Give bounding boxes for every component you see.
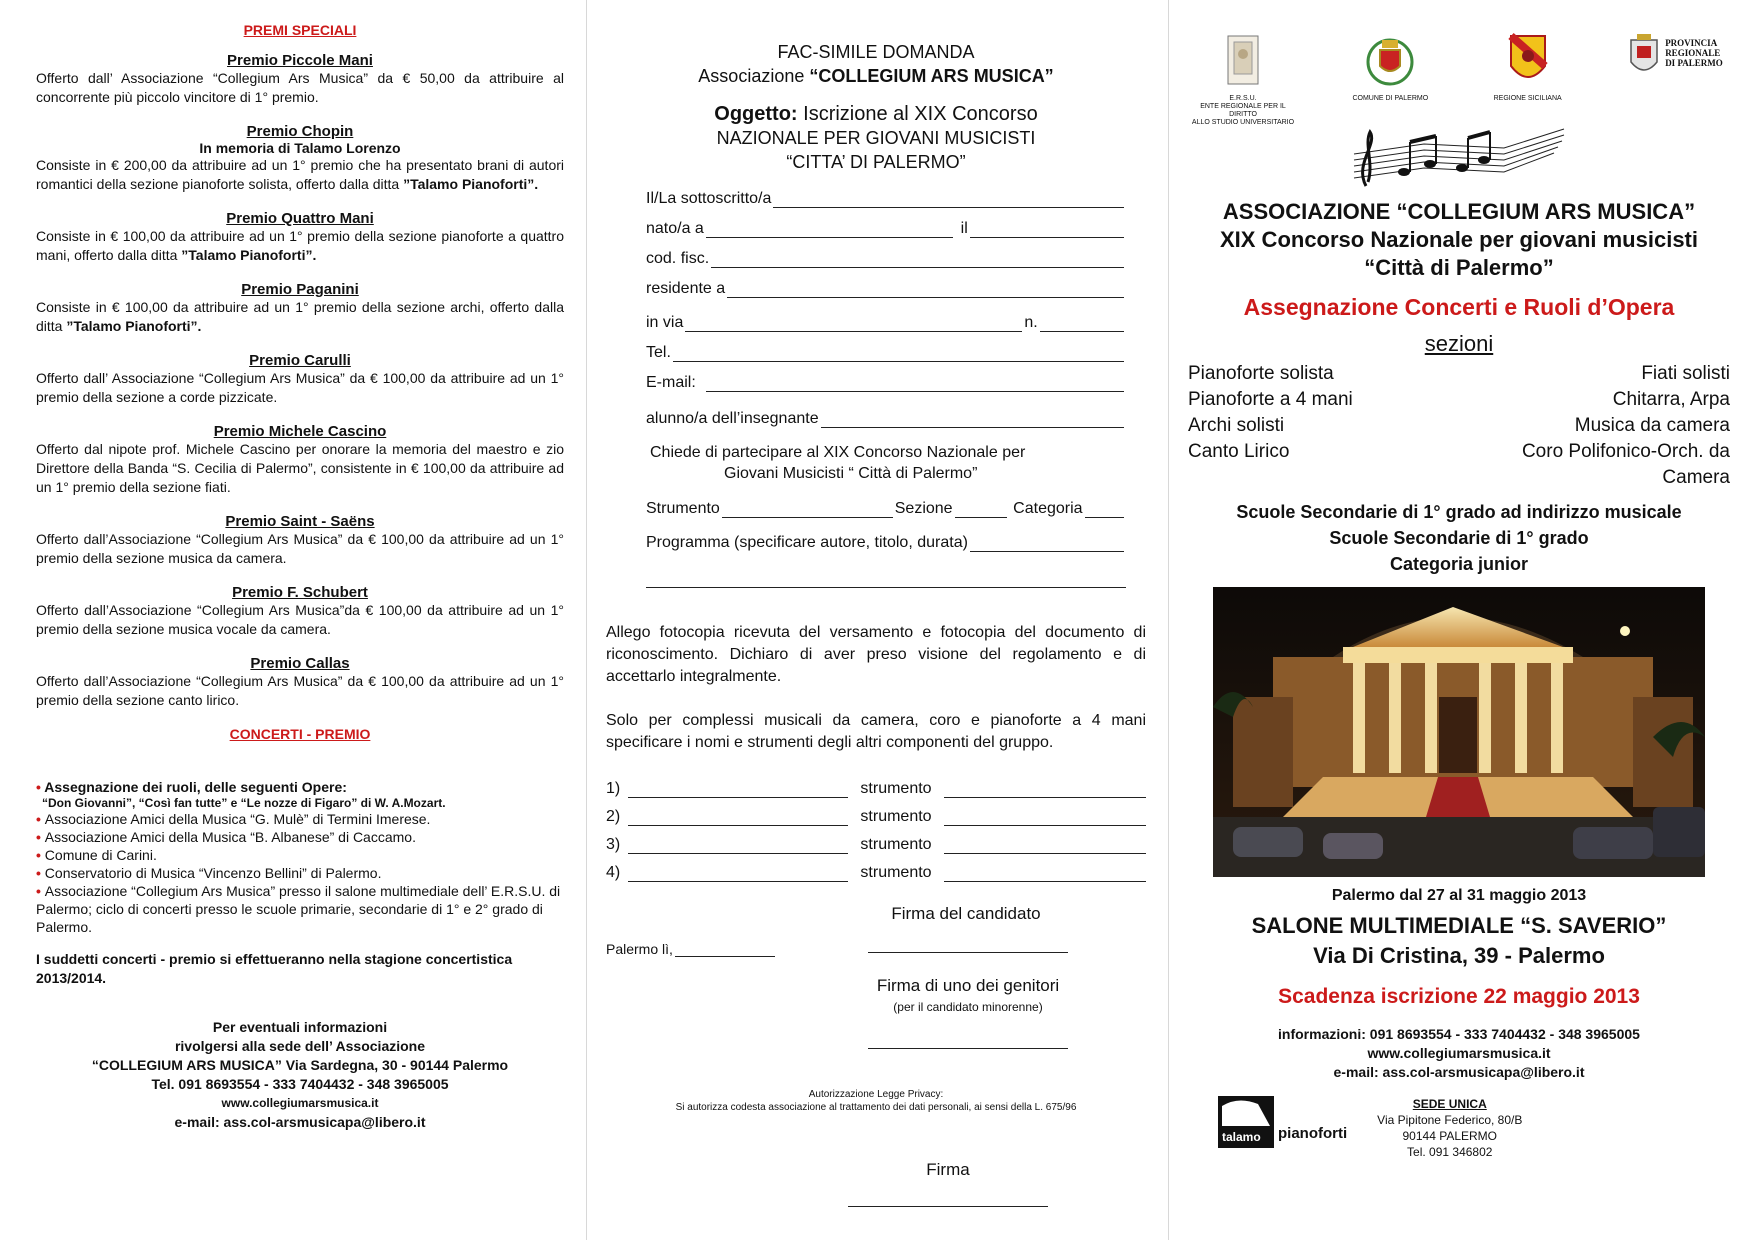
instrument-row-number: 4) <box>606 864 621 881</box>
info-phones: informazioni: 091 8693554 - 333 7404432 - 348 3965005 <box>1278 1026 1640 1042</box>
form-row-via <box>646 310 1126 332</box>
bullet-icon: • <box>36 865 45 881</box>
instrument-row <box>606 808 1146 826</box>
school-categories <box>1188 499 1730 577</box>
prize-list <box>36 52 564 710</box>
prize-description <box>36 156 564 194</box>
section-item: Pianoforte solista <box>1188 363 1334 384</box>
prize-sponsor: ”Talamo Pianoforti”. <box>403 176 539 192</box>
school-line: Categoria junior <box>1389 554 1528 574</box>
strumento-label: strumento <box>860 836 932 853</box>
sponsor-footer <box>1188 1096 1730 1160</box>
talamo-word: talamo <box>1222 1130 1261 1144</box>
label-email: E-mail: <box>646 374 696 391</box>
prize-description <box>36 672 564 710</box>
form-row-strumento <box>646 496 1126 518</box>
prize-description <box>36 298 564 336</box>
instrument-row-number: 2) <box>606 808 621 825</box>
concerti-premio-heading: CONCERTI - PREMIO <box>229 726 371 742</box>
strumento-field[interactable] <box>722 501 893 518</box>
season-note: I suddetti concerti - premio si effettueranno nella stagione concertistica 2013/2014. <box>36 951 513 986</box>
label-sezione: Sezione <box>894 500 953 517</box>
prize-title: Premio Chopin <box>246 123 354 140</box>
prize-description-text: Offerto dal nipote prof. Michele Cascino per onorare la memoria del maestro e zio Direttore della Banda “S. Cecilia di Palermo”, consistente in € 100,00 da attribuire ad un 1° premio della sezione fiati. <box>36 441 564 495</box>
prize-description-text: Offerto dall’Associazione “Collegium Ars Musica”da € 100,00 da attribuire ad un 1° premio della sezione musica vocale da camera. <box>36 602 564 637</box>
form-row-codfisc <box>646 246 1126 268</box>
concerto-item <box>36 828 564 846</box>
prize-description-text: Offerto dall’Associazione “Collegium Ars Musica” da € 100,00 da attribuire ad un 1° premio della sezione musica da camera. <box>36 531 564 566</box>
member-instrument-field[interactable] <box>944 865 1146 882</box>
operas-line: “Don Giovanni”, “Così fan tutte” e “Le nozze di Figaro” di W. A.Mozart. <box>42 796 446 810</box>
label-tel: Tel. <box>646 344 671 361</box>
form-row-tel <box>646 340 1126 362</box>
middle-panel <box>586 0 1168 1240</box>
section-item: Musica da camera <box>1574 415 1730 436</box>
firma-genitori-label: Firma di uno dei genitori <box>876 976 1060 995</box>
oggetto-label: Oggetto: <box>714 103 798 125</box>
prize-title: Premio Paganini <box>241 281 359 298</box>
label-sottoscritto: Il/La sottoscritto/a <box>646 190 772 207</box>
school-line: Scuole Secondarie di 1° grado ad indirizzo musicale <box>1236 502 1682 522</box>
firma-field[interactable] <box>848 1190 1048 1207</box>
bullet-icon: • <box>36 779 45 795</box>
programma-field[interactable] <box>970 535 1124 552</box>
prize-item <box>36 52 564 107</box>
allego-paragraph: Allego fotocopia ricevuta del versamento e fotocopia del documento di riconoscimento. Dichiaro di aver preso visione del regolamento e di accettarlo integralmente. <box>606 624 1146 685</box>
provincia-logo <box>1620 32 1730 82</box>
solo-paragraph: Solo per complessi musicali da camera, coro e pianoforte a 4 mani specificare i nomi e strumenti degli altri componenti del gruppo. <box>606 712 1146 751</box>
ersu-emblem-icon <box>1224 32 1262 88</box>
tel-field[interactable] <box>673 345 1124 362</box>
prize-description <box>36 369 564 407</box>
section-item: Chitarra, Arpa <box>1612 389 1730 410</box>
prize-sponsor: ”Talamo Pianoforti”. <box>181 247 317 263</box>
association-name: “COLLEGIUM ARS MUSICA” <box>809 66 1054 86</box>
oggetto-line-3: “CITTA’ DI PALERMO” <box>786 152 966 172</box>
programma-field-2[interactable] <box>646 571 1126 588</box>
contact-line: Per eventuali informazioni <box>212 1019 388 1035</box>
concerto-text: Associazione Amici della Musica “B. Albanese” di Caccamo. <box>44 829 416 845</box>
prize-description-text: Offerto dall’ Associazione “Collegium Ars Musica” da € 50,00 da attribuire al concorrente più piccolo vincitore di 1° premio. <box>36 70 564 105</box>
association-line <box>606 64 1146 88</box>
ersu-line: ENTE REGIONALE PER IL DIRITTO <box>1200 103 1286 118</box>
event-date: Palermo dal 27 al 31 maggio 2013 <box>1331 887 1587 904</box>
pianoforti-word: pianoforti <box>1278 1125 1348 1142</box>
bullet-icon: • <box>36 883 45 899</box>
application-form <box>606 186 1146 588</box>
association-prefix: Associazione <box>698 66 810 86</box>
prize-item <box>36 513 564 568</box>
sponsor-logos <box>1188 32 1730 126</box>
strumento-label: strumento <box>860 780 932 797</box>
member-name-field[interactable] <box>628 781 848 798</box>
form-row-programma <box>646 530 1126 552</box>
label-categoria: Categoria <box>1013 500 1083 517</box>
prize-description <box>36 440 564 497</box>
ersu-line: ALLO STUDIO UNIVERSITARIO <box>1191 119 1295 126</box>
regione-logo <box>1483 32 1573 103</box>
il-field[interactable] <box>970 221 1124 238</box>
member-instrument-field[interactable] <box>944 781 1146 798</box>
sede-title: SEDE UNICA <box>1412 1097 1487 1111</box>
comune-crest-icon <box>1362 32 1418 88</box>
teatro-massimo-photo <box>1213 587 1705 877</box>
prize-description <box>36 530 564 568</box>
section-item: Canto Lirico <box>1188 441 1290 462</box>
prize-sponsor: ”Talamo Pianoforti”. <box>66 318 202 334</box>
provincia-line: DI PALERMO <box>1665 58 1723 68</box>
firma-candidato-label: Firma del candidato <box>891 904 1041 923</box>
section-item: Fiati solisti <box>1641 363 1730 384</box>
privacy-block <box>606 1088 1146 1114</box>
nato-field[interactable] <box>706 221 953 238</box>
prize-title: Premio Saint - Saëns <box>225 513 375 530</box>
prize-description <box>36 227 564 265</box>
prize-description-text: Offerto dall’ Associazione “Collegium Ars Musica” da € 100,00 da attribuire ad un 1° premio della sezione a corde pizzicate. <box>36 370 564 405</box>
prize-item <box>36 423 564 497</box>
firma-candidato-field[interactable] <box>868 936 1068 953</box>
prize-description <box>36 69 564 107</box>
prize-subtitle: In memoria di Talamo Lorenzo <box>199 140 401 156</box>
prize-title: Premio F. Schubert <box>232 584 368 601</box>
via-field[interactable] <box>685 315 1022 332</box>
firma-genitori-field[interactable] <box>868 1032 1068 1049</box>
section-item: Coro Polifonico-Orch. da Camera <box>1521 441 1730 488</box>
label-n: n. <box>1024 314 1038 331</box>
prize-description-text: Offerto dall’Associazione “Collegium Ars Musica” da € 100,00 da attribuire ad un 1° premio della sezione canto lirico. <box>36 673 564 708</box>
prize-item <box>36 210 564 265</box>
premi-speciali-heading: PREMI SPECIALI <box>243 22 357 38</box>
oggetto-line-2: NAZIONALE PER GIOVANI MUSICISTI <box>716 128 1036 148</box>
talamo-logo <box>1218 1096 1347 1148</box>
prize-item <box>36 655 564 710</box>
provincia-crest-icon <box>1627 32 1661 82</box>
sezioni-heading: sezioni <box>1424 331 1494 356</box>
member-name-field[interactable] <box>628 809 848 826</box>
residente-field[interactable] <box>727 281 1124 298</box>
music-notes-icon <box>1344 124 1574 194</box>
prize-description-text: Consiste in € 200,00 da attribuire ad un 1° premio che ha presentato brani di autori romantici della sezione pianoforte solista, offerto dalla ditta <box>36 157 564 192</box>
regione-crest-icon <box>1507 32 1549 88</box>
contact-line: “COLLEGIUM ARS MUSICA” Via Sardegna, 30 - 90144 Palermo <box>91 1057 509 1073</box>
sezione-field[interactable] <box>955 501 1008 518</box>
info-website[interactable]: www.collegiumarsmusica.it <box>1367 1045 1551 1061</box>
concerto-item <box>36 882 564 936</box>
title-line-city: “Città di Palermo” <box>1364 255 1554 280</box>
instrument-rows <box>606 780 1146 882</box>
date-field[interactable] <box>675 940 775 957</box>
prize-description-text: Consiste in € 100,00 da attribuire ad un 1° premio della sezione archi, offerto dalla ditta <box>36 299 564 334</box>
label-via: in via <box>646 314 684 331</box>
section-item: Archi solisti <box>1188 415 1285 436</box>
title-line-association: ASSOCIAZIONE “COLLEGIUM ARS MUSICA” <box>1222 199 1696 224</box>
prize-item <box>36 352 564 407</box>
insegnante-field[interactable] <box>821 411 1124 428</box>
facsimile-title: FAC-SIMILE DOMANDA <box>777 42 975 62</box>
sottoscritto-field[interactable] <box>773 191 1124 208</box>
instrument-row <box>606 836 1146 854</box>
oggetto-text: Iscrizione al XIX Concorso <box>797 103 1038 125</box>
label-nato: nato/a a <box>646 220 704 237</box>
chiede-line-2: Giovani Musicisti “ Città di Palermo” <box>724 465 978 482</box>
section-item: Pianoforte a 4 mani <box>1188 389 1353 410</box>
prize-item <box>36 123 564 194</box>
codfisc-field[interactable] <box>711 251 1124 268</box>
provincia-line: REGIONALE <box>1665 48 1721 58</box>
contact-line: Tel. 091 8693554 - 333 7404432 - 348 3965005 <box>151 1076 449 1092</box>
bullet-icon: • <box>36 847 45 863</box>
privacy-text: Si autorizza codesta associazione al trattamento dei dati personali, ai sensi della L. 675/96 <box>675 1102 1077 1113</box>
member-name-field[interactable] <box>628 837 848 854</box>
ersu-logo <box>1188 32 1298 127</box>
contact-block <box>36 1018 564 1132</box>
school-line: Scuole Secondarie di 1° grado <box>1329 528 1589 548</box>
prize-description <box>36 601 564 639</box>
sede-line: Via Pipitone Federico, 80/B <box>1377 1113 1523 1127</box>
label-strumento: Strumento <box>646 500 720 517</box>
label-codfisc: cod. fisc. <box>646 250 710 267</box>
venue-name: SALONE MULTIMEDIALE “S. SAVERIO” <box>1251 913 1667 938</box>
label-residente: residente a <box>646 280 726 297</box>
sede-block <box>1377 1096 1522 1160</box>
concerto-item <box>36 846 564 864</box>
categoria-field[interactable] <box>1085 501 1124 518</box>
form-row-residente <box>646 276 1126 298</box>
regione-line: REGIONE SICILIANA <box>1493 95 1562 102</box>
email-field[interactable] <box>706 375 1124 392</box>
provincia-line: PROVINCIA <box>1665 38 1718 48</box>
prize-title: Premio Piccole Mani <box>227 52 373 69</box>
prize-title: Premio Carulli <box>249 352 351 369</box>
instrument-row-number: 1) <box>606 780 621 797</box>
event-title <box>1188 198 1730 282</box>
piano-icon <box>1218 1096 1274 1130</box>
left-panel <box>0 0 586 1240</box>
info-block <box>1188 1025 1730 1082</box>
minorenne-note: (per il candidato minorenne) <box>893 1000 1043 1014</box>
concerto-text: Assegnazione dei ruoli, delle seguenti Opere: <box>44 779 347 795</box>
info-email[interactable]: e-mail: ass.col-arsmusicapa@libero.it <box>1333 1064 1585 1080</box>
member-instrument-field[interactable] <box>944 809 1146 826</box>
comune-line: COMUNE DI PALERMO <box>1352 95 1429 102</box>
contact-email: e-mail: ass.col-arsmusicapa@libero.it <box>174 1114 426 1130</box>
prize-title: Premio Callas <box>250 655 350 672</box>
comune-logo <box>1345 32 1435 103</box>
chiede-text <box>646 442 1126 484</box>
prize-description-text: Consiste in € 100,00 da attribuire ad un 1° premio della sezione pianoforte a quattro mani, offerto dalla ditta <box>36 228 564 263</box>
instrument-row-number: 3) <box>606 836 621 853</box>
sections-grid <box>1188 361 1730 491</box>
prize-item <box>36 584 564 639</box>
ersu-line: E.R.S.U. <box>1229 95 1257 102</box>
member-instrument-field[interactable] <box>944 837 1146 854</box>
bullet-icon: • <box>36 829 45 845</box>
venue-block <box>1188 911 1730 971</box>
palermo-li-row <box>606 940 775 957</box>
title-line-concorso: XIX Concorso Nazionale per giovani musicisti <box>1219 227 1698 252</box>
label-alunno: alunno/a dell’insegnante <box>646 410 819 427</box>
sede-line: Tel. 091 346802 <box>1407 1145 1493 1159</box>
concerti-list <box>36 778 564 936</box>
concerto-text: Conservatorio di Musica “Vincenzo Bellini” di Palermo. <box>44 865 382 881</box>
label-programma: Programma (specificare autore, titolo, durata) <box>646 534 968 551</box>
concerto-item <box>36 864 564 882</box>
form-row-sottoscritto <box>646 186 1126 208</box>
number-field[interactable] <box>1040 315 1124 332</box>
venue-address: Via Di Cristina, 39 - Palermo <box>1313 943 1605 968</box>
contact-website: www.collegiumarsmusica.it <box>221 1096 379 1110</box>
instrument-row <box>606 864 1146 882</box>
form-row-programma-extra <box>646 566 1126 588</box>
assegnazione-heading: Assegnazione Concerti e Ruoli d’Opera <box>1243 294 1675 320</box>
prize-item <box>36 281 564 336</box>
label-il: il <box>960 220 968 237</box>
concerto-item <box>36 810 564 828</box>
instrument-row <box>606 780 1146 798</box>
concerto-text: Associazione “Collegium Ars Musica” presso il salone multimediale dell’ E.R.S.U. di Palermo; ciclo di concerti presso le scuole primarie, secondarie di 1° e 2° grado di Palermo. <box>36 883 561 935</box>
talamo-piano-mark <box>1218 1096 1274 1148</box>
firma-label: Firma <box>926 1160 970 1179</box>
prize-title: Premio Quattro Mani <box>226 210 374 227</box>
strumento-label: strumento <box>860 808 932 825</box>
concerto-text: Comune di Carini. <box>44 847 157 863</box>
member-name-field[interactable] <box>628 865 848 882</box>
sede-line: 90144 PALERMO <box>1402 1129 1497 1143</box>
bullet-icon: • <box>36 811 45 827</box>
palermo-li-label: Palermo lì, <box>606 941 673 957</box>
oggetto-line <box>606 102 1146 126</box>
right-panel <box>1168 0 1754 1240</box>
chiede-line-1: Chiede di partecipare al XIX Concorso Nazionale per <box>650 444 1026 461</box>
concerto-text: Associazione Amici della Musica “G. Mulè” di Termini Imerese. <box>44 811 431 827</box>
form-row-alunno <box>646 406 1126 428</box>
form-row-email <box>646 370 1126 392</box>
signature-area <box>606 896 1146 1066</box>
form-row-nato <box>646 216 1126 238</box>
privacy-title: Autorizzazione Legge Privacy: <box>808 1089 944 1100</box>
deadline: Scadenza iscrizione 22 maggio 2013 <box>1278 985 1640 1008</box>
prize-title: Premio Michele Cascino <box>213 423 387 440</box>
contact-line: rivolgersi alla sede dell’ Associazione <box>174 1038 426 1054</box>
strumento-label: strumento <box>860 864 932 881</box>
provincia-text <box>1665 38 1723 68</box>
concerto-item <box>36 778 564 796</box>
